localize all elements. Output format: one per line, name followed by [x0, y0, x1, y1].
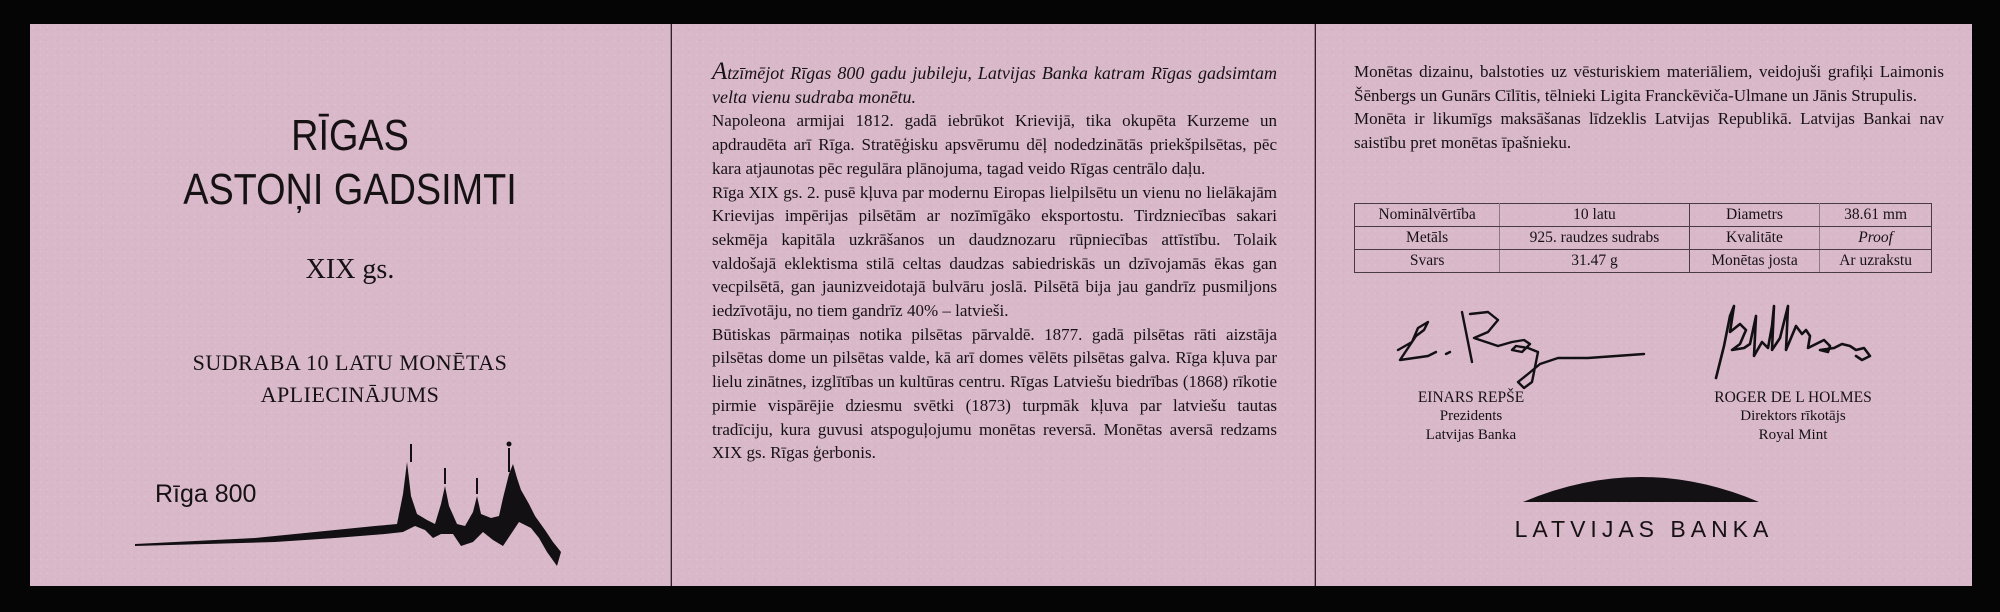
riga-800-label: Rīga 800: [155, 480, 257, 508]
spec-label: Diametrs: [1689, 204, 1820, 227]
bank-name: LATVIJAS BANKA: [1514, 516, 1774, 542]
intro-drop-cap: A: [712, 58, 728, 85]
specs-panel: [1316, 24, 1972, 586]
history-paragraph-2: Rīga XIX gs. 2. pusē kļuva par modernu Eiropas lielpilsētu un vienu no lielākajām Krievijas impērijas pilsētām ar nozīmīgāko eksportostu. Tirdzniecības sakari sekmēja kapitāla uzkrāšanos un daudznozaru rūpniecības attīstību. Tolaik valdošajā eklektisma stilā celtas daudzas sabiedriskās un dzīvojamās ēkas gan vecpilsētā, gan jaunizveidotajā bulvāru joslā. Pilsētā bija jau gandrīz pusmiljons iedzīvotāju, no tiem gandrīz 40% – latvieši.: [712, 182, 1277, 321]
spec-value: 10 latu: [1500, 204, 1689, 227]
spec-label: Nominālvērtība: [1355, 204, 1500, 227]
table-row: [1355, 227, 1932, 250]
signature-holmes: [1710, 286, 1920, 396]
signer-organization: Royal Mint: [1758, 427, 1828, 443]
riga-skyline-emblem: [135, 434, 595, 584]
signer-role: Direktors rīkotājs: [1740, 408, 1846, 424]
spec-value: 38.61 mm: [1820, 204, 1932, 227]
bank-logo-arc: [1521, 466, 1761, 506]
signer-role: Prezidents: [1439, 408, 1503, 424]
signer-repse: [1356, 388, 1586, 445]
certificate-line-2: APLIECINĀJUMS: [260, 382, 440, 407]
fold-line: [670, 24, 672, 586]
spec-label: Kvalitāte: [1689, 227, 1820, 250]
fold-line: [1314, 24, 1316, 586]
signer-name: ROGER DE L HOLMES: [1714, 389, 1872, 406]
signer-name: EINARS REPŠE: [1417, 389, 1525, 406]
design-paragraph: Monētas dizainu, balstoties uz vēsturiskiem materiāliem, veidojuši grafiķi Laimonis Šēnbergs un Gunārs Cīlītis, tēlnieki Ligita Franckēviča-Ulmane un Jānis Strupulis.: [1354, 62, 1944, 105]
intro-text: tzīmējot Rīgas 800 gadu jubileju, Latvijas Banka katram Rīgas gadsimtam velta vienu sudraba monētu.: [712, 63, 1277, 107]
history-paragraph-3: Būtiskas pārmaiņas notika pilsētas pārvaldē. 1877. gadā pilsētas rāti aizstāja pilsētas dome un pilsētas valde, kā arī domes vēlēts pilsētas galva. Rīga kļuva par lielu zinātnes, izglītības un kultūras centru. Rīgas Latviešu biedrības (1868) rīkotie pirmie vispārējie dziesmu svētki (1873) turpmāk kļuva par latviešu tautas tradīciju, kura guvusi atspoguļojumu monētas reversā. Monētas aversā redzams XIX gs. Rīgas ģerbonis.: [712, 324, 1277, 463]
spec-value: 925. raudzes sudrabs: [1500, 227, 1689, 250]
intro-paragraph: [712, 60, 1277, 109]
certificate-line-1: SUDRABA 10 LATU MONĒTAS: [192, 350, 508, 375]
coin-specs-table: [1354, 203, 1932, 273]
title-line-2: ASTOŅI GADSIMTI: [183, 165, 517, 214]
spec-label: Monētas josta: [1689, 250, 1820, 273]
signature-repse: [1388, 292, 1648, 402]
history-paragraph-1: Napoleona armijai 1812. gadā iebrūkot Krievijā, tika okupēta Kurzeme un apdraudēta arī Rīga. Stratēģisku apsvērumu dēļ nodedzinātās priekšpilsētas, pēc kara atjaunotas pēc regulāra plānojuma, tagad veido Rīgas centrālo daļu.: [712, 111, 1277, 178]
spec-value: Ar uzrakstu: [1820, 250, 1932, 273]
cover-panel: [30, 24, 671, 586]
table-row: [1355, 204, 1932, 227]
spec-label: Svars: [1355, 250, 1500, 273]
history-panel: [672, 24, 1315, 586]
spec-label: Metāls: [1355, 227, 1500, 250]
signer-holmes: [1668, 388, 1918, 445]
spec-value: Proof: [1820, 227, 1932, 250]
legal-paragraph: Monēta ir likumīgs maksāšanas līdzeklis Latvijas Republikā. Latvijas Bankai nav saistību pret monētas īpašnieku.: [1354, 109, 1944, 152]
spec-value: 31.47 g: [1500, 250, 1689, 273]
table-row: [1355, 250, 1932, 273]
century-label: XIX gs.: [305, 254, 395, 285]
signer-organization: Latvijas Banka: [1425, 427, 1517, 443]
title-line-1: RĪGAS: [291, 111, 409, 160]
